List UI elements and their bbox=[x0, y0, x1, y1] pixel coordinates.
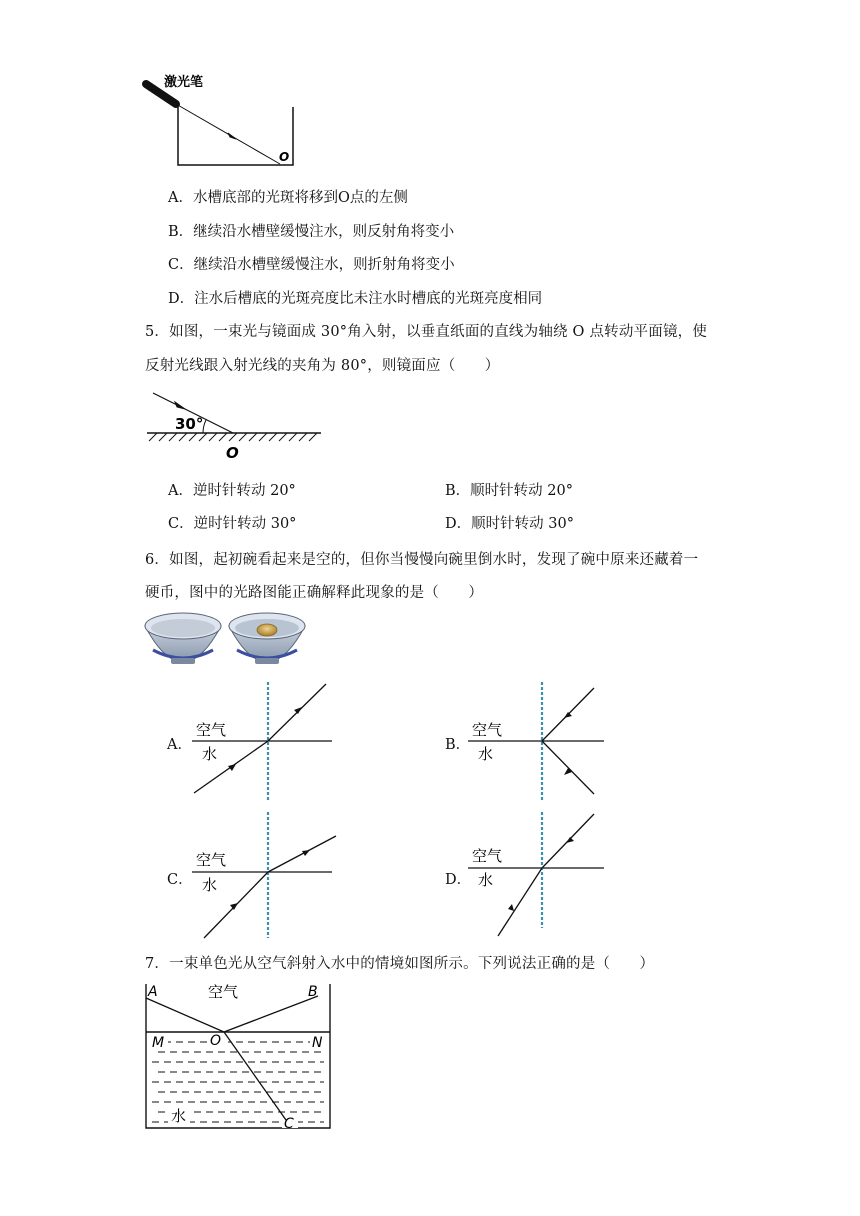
q5-stem-line1: 5．如图，一束光与镜面成 30°角入射，以垂直纸面的直线为轴绕 O 点转动平面镜，使 bbox=[145, 324, 708, 340]
bowl-with-coin-icon bbox=[229, 613, 305, 664]
q5-option-b[interactable]: B．顺时针转动 20° bbox=[445, 483, 573, 499]
svg-text:空气: 空气 bbox=[472, 721, 503, 739]
q5-stem-line2: 反射光线跟入射光线的夹角为 80°，则镜面应（ ） bbox=[145, 358, 500, 374]
q4-option-a[interactable]: A．水槽底部的光斑将移到O点的左侧 bbox=[168, 190, 408, 206]
svg-text:空气: 空气 bbox=[472, 847, 503, 865]
svg-text:空气: 空气 bbox=[196, 851, 227, 869]
label-a: A bbox=[148, 984, 158, 1000]
mirror-figure bbox=[145, 385, 325, 465]
bowls-illustration bbox=[143, 608, 313, 668]
q6-option-a-key[interactable]: A． bbox=[167, 737, 192, 753]
label-c: C bbox=[284, 1116, 294, 1132]
svg-text:空气: 空气 bbox=[196, 721, 227, 739]
label-water: 水 bbox=[171, 1107, 187, 1125]
q6-option-d-key[interactable]: D． bbox=[445, 872, 472, 888]
q4-option-d[interactable]: D．注水后槽底的光斑亮度比未注水时槽底的光斑亮度相同 bbox=[168, 291, 543, 307]
q7-stem: 7．一束单色光从空气斜射入水中的情境如图所示。下列说法正确的是（ ） bbox=[145, 956, 655, 972]
label-b: B bbox=[308, 984, 318, 1000]
point-o-label: O bbox=[226, 444, 239, 462]
q5-option-d[interactable]: D．顺时针转动 30° bbox=[445, 516, 574, 532]
label-o: O bbox=[210, 1033, 222, 1049]
q6-option-c-key[interactable]: C． bbox=[167, 872, 193, 888]
q5-option-c[interactable]: C．逆时针转动 30° bbox=[168, 516, 297, 532]
angle-label: 30° bbox=[175, 415, 204, 433]
q6-diagram-d[interactable] bbox=[468, 810, 613, 940]
point-o-label: O bbox=[279, 150, 290, 164]
svg-text:水: 水 bbox=[202, 876, 218, 894]
laser-label: 激光笔 bbox=[164, 75, 204, 90]
q5-option-a[interactable]: A．逆时针转动 20° bbox=[168, 483, 296, 499]
laser-tank-figure bbox=[140, 70, 310, 170]
q6-option-b-key[interactable]: B． bbox=[445, 737, 471, 753]
q6-diagram-c[interactable] bbox=[192, 810, 342, 940]
label-air: 空气 bbox=[208, 983, 239, 1001]
label-m: M bbox=[152, 1035, 165, 1051]
q4-option-b[interactable]: B．继续沿水槽壁缓慢注水，则反射角将变小 bbox=[168, 224, 455, 240]
q6-diagram-a[interactable] bbox=[192, 680, 337, 805]
q6-diagram-b[interactable] bbox=[468, 680, 613, 805]
svg-text:水: 水 bbox=[478, 745, 494, 763]
svg-text:水: 水 bbox=[202, 745, 218, 763]
q6-stem-line2: 硬币，图中的光路图能正确解释此现象的是（ ） bbox=[145, 585, 484, 601]
q6-stem-line1: 6．如图，起初碗看起来是空的，但你当慢慢向碗里倒水时，发现了碗中原来还藏着一 bbox=[145, 552, 699, 568]
label-n: N bbox=[312, 1035, 323, 1051]
empty-bowl-icon bbox=[145, 613, 221, 664]
q4-option-c[interactable]: C．继续沿水槽壁缓慢注水，则折射角将变小 bbox=[168, 257, 455, 273]
refraction-tank-figure bbox=[140, 980, 340, 1132]
svg-text:水: 水 bbox=[478, 871, 494, 889]
